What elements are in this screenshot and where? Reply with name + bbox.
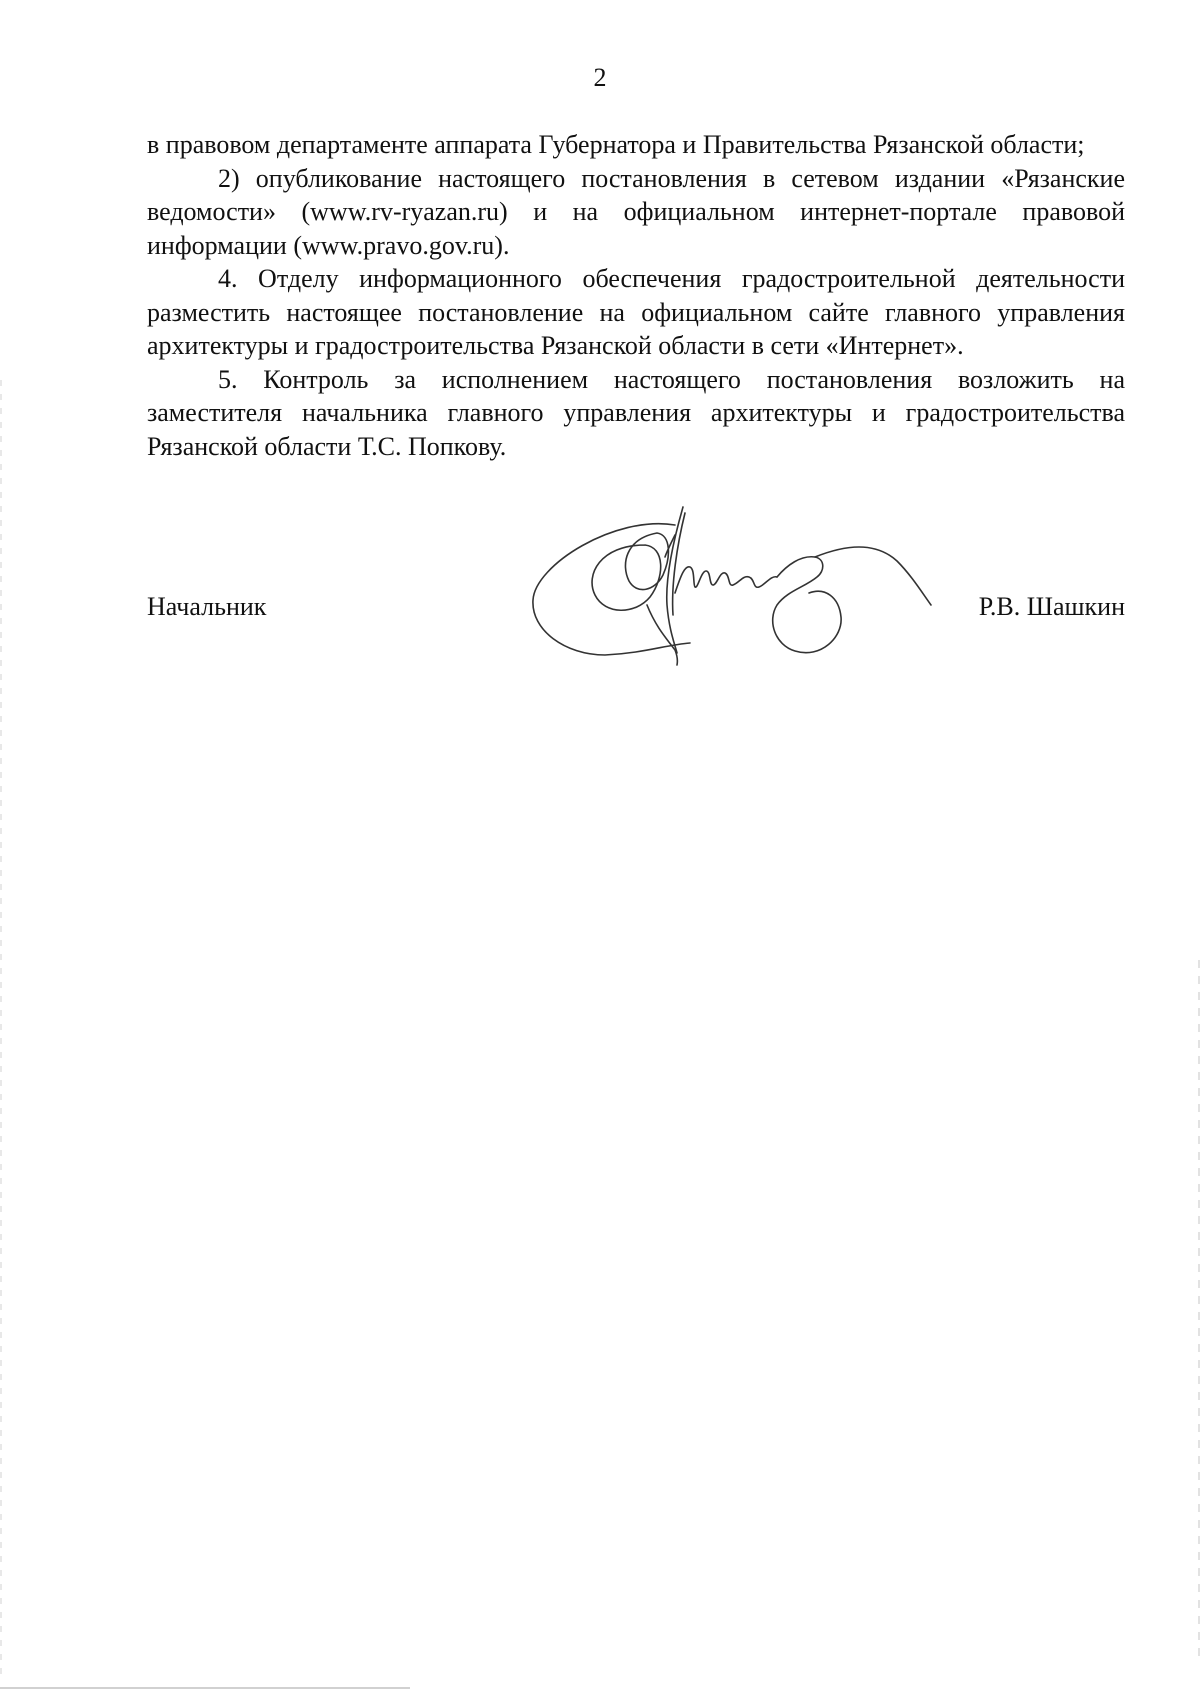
signatory-name: Р.В. Шашкин xyxy=(978,592,1125,621)
paragraph-item-4: 4. Отделу информационного обеспечения градостроительной деятельности разместить настоящее постановление на официальном сайте главного управления архитектуры и градостроительства Рязанской области в сети «Интернет». xyxy=(147,264,1125,360)
paragraph-item-5: 5. Контроль за исполнением настоящего постановления возложить на заместителя начальника главного управления архитектуры и градостроительства Рязанской области Т.С. Попкову. xyxy=(147,364,1125,461)
scan-edge-bottom xyxy=(0,1687,410,1689)
scan-edge-left xyxy=(0,380,2,1680)
signatory-position: Начальник xyxy=(147,592,267,621)
page-number: 2 xyxy=(593,63,607,92)
paragraph-publication: 2) опубликование настоящего постановления в сетевом издании «Рязанские ведомости» (www.rv-ryazan.ru) и на официальном интернет-портале правовой информации (www.pravo.gov.ru). xyxy=(147,163,1125,260)
document-body xyxy=(147,128,1125,463)
paragraph-continuation: в правовом департаменте аппарата Губернатора и Правительства Рязанской области; xyxy=(147,130,1085,159)
handwritten-signature xyxy=(525,505,945,705)
